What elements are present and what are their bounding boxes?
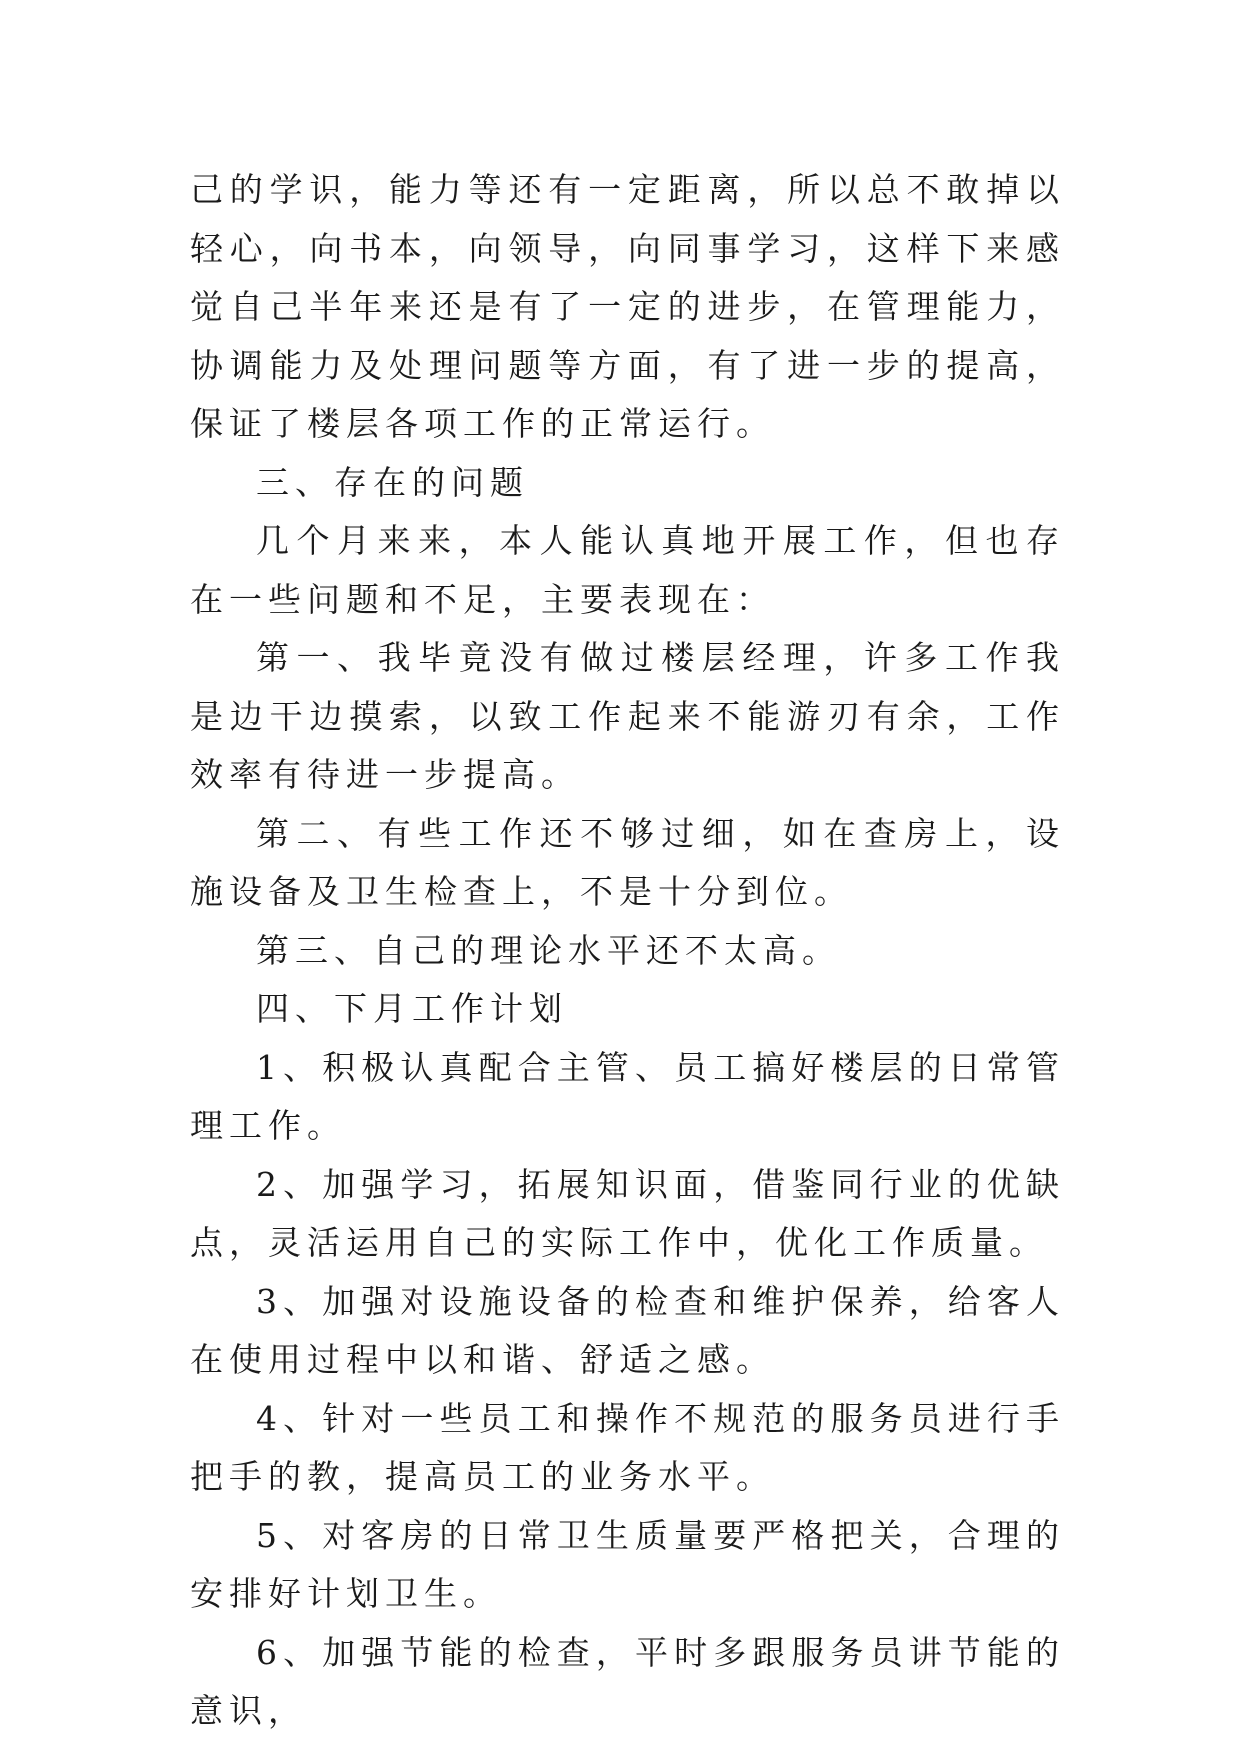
paragraph-plan-4: 4、针对一些员工和操作不规范的服务员进行手把手的教，提高员工的业务水平。 — [190, 1398, 1065, 1496]
paragraph-plan-5: 5、对客房的日常卫生质量要严格把关，合理的安排好计划卫生。 — [190, 1515, 1065, 1613]
paragraph-problem-3: 第三、自己的理论水平还不太高。 — [256, 930, 841, 970]
document-body — [190, 161, 1065, 1741]
paragraph-problems-intro: 几个月来来，本人能认真地开展工作，但也存在一些问题和不足，主要表现在： — [190, 521, 1065, 619]
section-heading-plan: 四、下月工作计划 — [256, 989, 568, 1028]
paragraph-problem-2: 第二、有些工作还不够过细，如在查房上，设施设备及卫生检查上，不是十分到位。 — [190, 813, 1065, 911]
paragraph-plan-6: 6、加强节能的检查，平时多跟服务员讲节能的意识， — [190, 1632, 1065, 1730]
paragraph-continuation: 己的学识，能力等还有一定距离，所以总不敢掉以轻心，向书本，向领导，向同事学习，这样下来感觉自己半年来还是有了一定的进步，在管理能力，协调能力及处理问题等方面，有了进一步的提高，保证了楼层各项工作的正常运行。 — [190, 170, 1065, 443]
paragraph-plan-1: 1、积极认真配合主管、员工搞好楼层的日常管理工作。 — [190, 1047, 1065, 1145]
paragraph-plan-3: 3、加强对设施设备的检查和维护保养，给客人在使用过程中以和谐、舒适之感。 — [190, 1281, 1065, 1379]
paragraph-problem-1: 第一、我毕竟没有做过楼层经理，许多工作我是边干边摸索，以致工作起来不能游刃有余，工作效率有待进一步提高。 — [190, 638, 1065, 794]
paragraph-plan-2: 2、加强学习，拓展知识面，借鉴同行业的优缺点，灵活运用自己的实际工作中，优化工作质量。 — [190, 1164, 1065, 1262]
section-heading-problems: 三、存在的问题 — [256, 462, 529, 502]
